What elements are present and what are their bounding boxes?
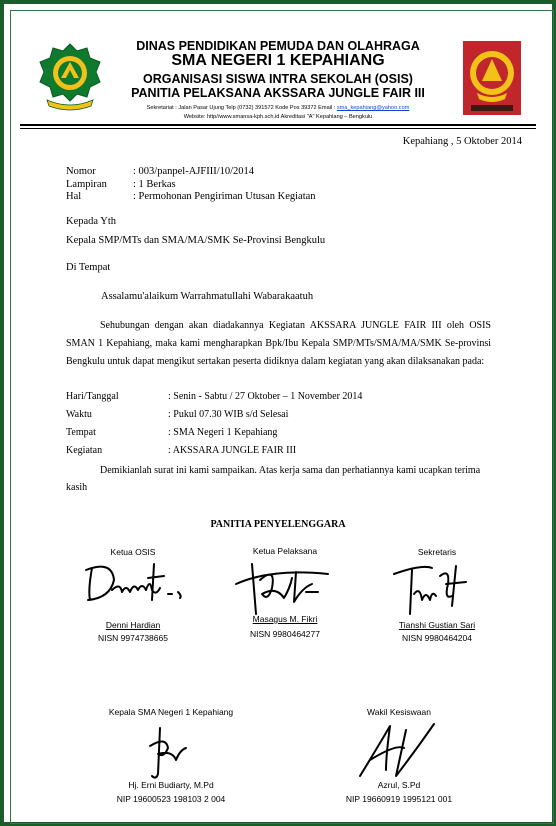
secretariat-address — [110, 105, 446, 111]
detail-label-time: Waktu — [66, 409, 92, 420]
osis-logo — [463, 41, 521, 115]
osis-nisn: NISN 9974738665 — [98, 633, 168, 643]
detail-value-date: : Senin - Sabtu / 27 Oktober – 1 November 2014 — [168, 391, 363, 402]
sekretaris-role: Sekretaris — [417, 547, 457, 557]
address-text: Sekretariat : Jalan Pasar Ujung Telp (0732) 391572 Kode Pos 39372 Email : — [146, 105, 337, 111]
meta-label-lampiran: Lampiran — [66, 179, 107, 190]
kepsek-nip: NIP 19600523 198103 2 004 — [116, 794, 226, 804]
kemendikbud-logo — [37, 42, 103, 112]
wakil-nip: NIP 19660919 1995121 001 — [345, 794, 453, 804]
kepsek-signature — [146, 724, 196, 780]
kepsek-role: Kepala SMA Negeri 1 Kepahiang — [108, 707, 234, 717]
recipient-name: Kepala SMP/MTs dan SMA/MA/SMK Se-Provinsi Bengkulu — [66, 235, 326, 246]
recipient-place: Di Tempat — [66, 262, 111, 273]
greeting: Assalamu'alaikum Warrahmatullahi Wabarakaatuh — [101, 291, 314, 302]
detail-value-place: : SMA Negeri 1 Kepahiang — [168, 427, 278, 438]
agency-name: DINAS PENDIDIKAN PEMUDA DAN OLAHRAGA — [136, 39, 420, 53]
website-line: Website: http//www.smansa-kph.sch.id Akreditasi "A" Kepahiang – Bengkulu — [183, 113, 373, 120]
osis-role: Ketua OSIS — [110, 547, 156, 557]
osis-name: Denni Hardian — [105, 620, 161, 630]
closing-paragraph: Demikianlah surat ini kami sampaikan. Atas kerja sama dan perhatiannya kami ucapkan terima kasih — [66, 465, 481, 493]
header-rule-thick — [20, 124, 536, 126]
wakil-signature — [356, 720, 440, 782]
osis-signature — [82, 560, 187, 610]
header-rule-thin — [20, 128, 536, 129]
sekretaris-signature — [392, 560, 482, 620]
ketua-role: Ketua Pelaksana — [252, 546, 318, 556]
meta-value-nomor: : 003/panpel-AJFIII/10/2014 — [133, 166, 255, 177]
ketua-nisn: NISN 9980464277 — [250, 629, 320, 639]
meta-value-lampiran: : 1 Berkas — [133, 179, 176, 190]
email-link[interactable]: sma_kepahiang@yahoo.com — [336, 105, 410, 111]
school-name: SMA NEGERI 1 KEPAHIANG — [171, 52, 385, 69]
wakil-name: Azrul, S.Pd — [377, 780, 421, 790]
sekretaris-name: Tianshi Gustian Sari — [398, 620, 476, 630]
body-paragraph: Sehubungan dengan akan diadakannya Kegiatan AKSSARA JUNGLE FAIR III oleh OSIS SMAN 1 Kepahiang, maka kami mengharapkan Bpk/Ibu Kepala SMP/MTs/SMA/MA/SMK Se-provinsi Bengkulu untuk dapat mengikut sertakan peserta didiknya dalam kegiatan yang akan dilaksanakan pada: — [66, 320, 491, 367]
sekretaris-nisn: NISN 9980464204 — [402, 633, 472, 643]
detail-value-event: : AKSSARA JUNGLE FAIR III — [168, 445, 297, 456]
detail-label-place: Tempat — [66, 427, 96, 438]
committee-name: PANITIA PELAKSANA AKSSARA JUNGLE FAIR III — [131, 86, 425, 100]
meta-label-hal: Hal — [66, 191, 82, 202]
ketua-name: Masagus M. Fikri — [252, 614, 318, 624]
kepsek-name: Hj. Erni Budiarty, M.Pd — [128, 780, 214, 790]
detail-label-date: Hari/Tanggal — [66, 391, 119, 402]
detail-label-event: Kegiatan — [66, 445, 103, 456]
ketua-signature — [232, 558, 342, 618]
letter-date: Kepahiang , 5 Oktober 2014 — [402, 136, 522, 147]
meta-value-hal: : Permohonan Pengiriman Utusan Kegiatan — [133, 191, 316, 202]
organization-name: ORGANISASI SISWA INTRA SEKOLAH (OSIS) — [143, 72, 413, 86]
wakil-role: Wakil Kesiswaan — [367, 707, 431, 717]
committee-title: PANITIA PENYELENGGARA — [210, 519, 346, 530]
meta-label-nomor: Nomor — [66, 166, 96, 177]
recipient-salutation: Kepada Yth — [66, 216, 117, 227]
detail-value-time: : Pukul 07.30 WIB s/d Selesai — [168, 409, 289, 420]
